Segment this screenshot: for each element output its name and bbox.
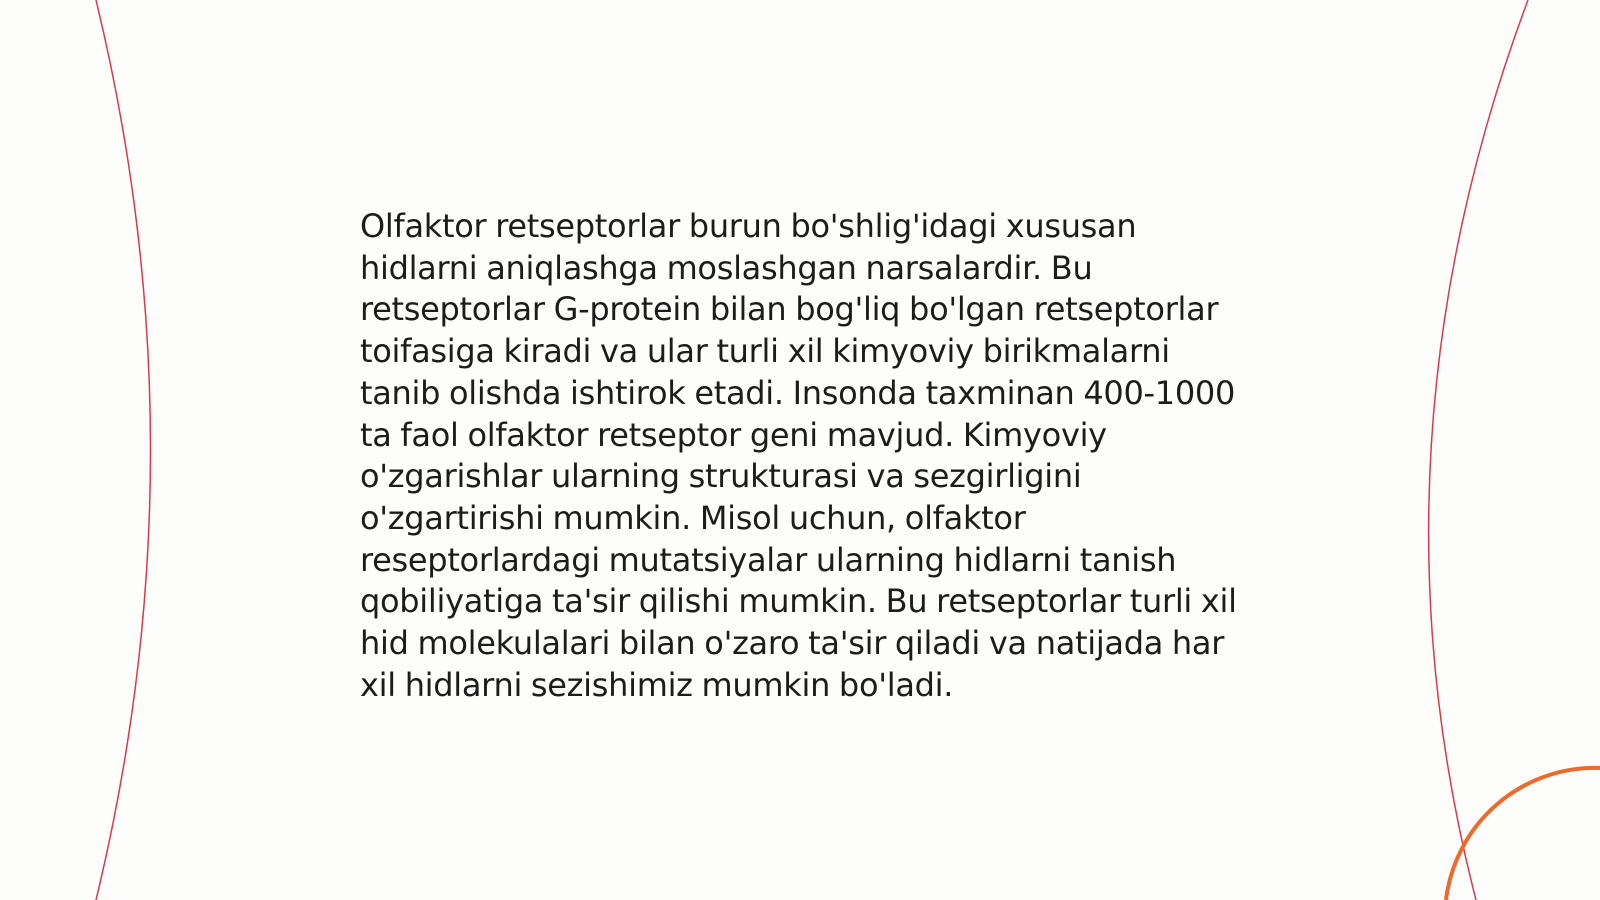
right-curve-line xyxy=(1429,0,1528,900)
body-paragraph: Olfaktor retseptorlar burun bo'shlig'idagi xususan hidlarni aniqlashga moslashgan narsalardir. Bu retseptorlar G-protein bilan bog'liq bo'lgan retseptorlar toifasiga kiradi va ular turli xil kimyoviy birikmalarni tanib olishda ishtirok etadi. Insonda taxminan 400-1000 ta faol olfaktor retseptor geni mavjud. Kimyoviy o'zgarishlar ularning strukturasi va sezgirligini o'zgartirishi mumkin. Misol uchun, olfaktor reseptorlardagi mutatsiyalar ularning hidlarni tanish qobiliyatiga ta'sir qilishi mumkin. Bu retseptorlar turli xil hid molekulalari bilan o'zaro ta'sir qiladi va natijada har xil hidlarni sezishimiz mumkin bo'ladi. xyxy=(360,207,1237,704)
left-curve-line xyxy=(96,0,151,900)
orange-accent-arc xyxy=(1446,768,1600,900)
